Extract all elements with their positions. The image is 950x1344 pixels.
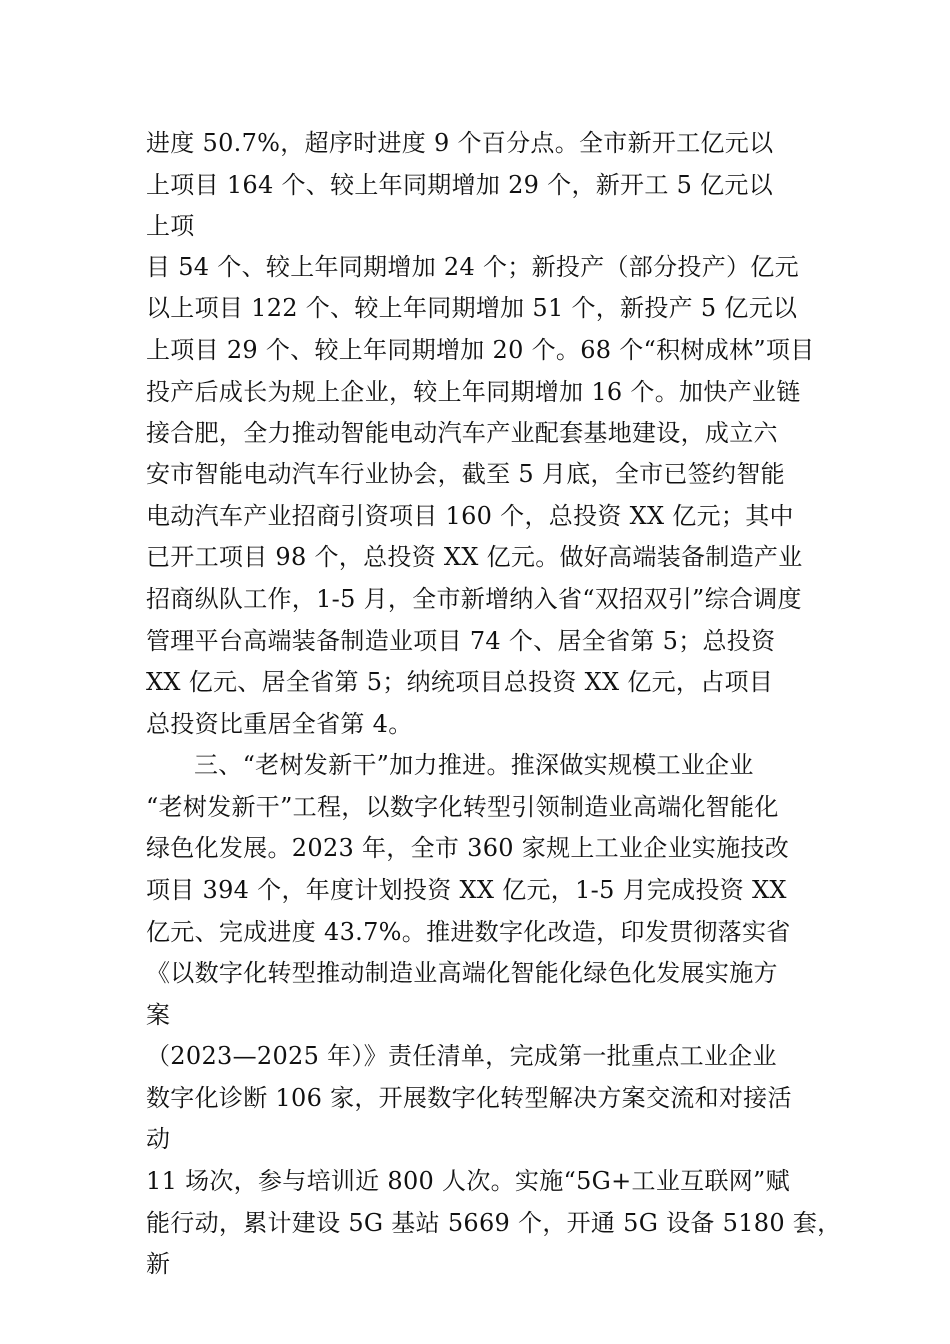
text-line-7: 投产后成长为规上企业，较上年同期增加 16 个。加快产业链 [146,378,801,406]
text-line-2: 上项目 164 个、较上年同期增加 29 个，新开工 5 亿元以 [146,171,773,199]
text-line-1: 进度 50.7%，超序时进度 9 个百分点。全市新开工亿元以 [146,129,774,157]
text-line-15: 总投资比重居全省第 4。 [146,710,413,738]
text-line-3: 上项 [146,212,195,240]
text-line-27: 能行动，累计建设 5G 基站 5669 个，开通 5G 设备 5180 套， [146,1209,842,1237]
text-line-17: “老树发新干”工程，以数字化转型引领制造业高端化智能化 [146,793,779,821]
text-line-26: 11 场次，参与培训近 800 人次。实施“5G+工业互联网”赋 [146,1167,790,1195]
text-line-25: 动 [146,1125,171,1153]
text-line-24: 数字化诊断 106 家，开展数字化转型解决方案交流和对接活 [146,1084,792,1112]
text-line-18: 绿色化发展。2023 年，全市 360 家规上工业企业实施技改 [146,834,790,862]
text-line-21: 《以数字化转型推动制造业高端化智能化绿色化发展实施方 [146,959,778,987]
text-line-20: 亿元、完成进度 43.7%。推进数字化改造，印发贯彻落实省 [146,918,791,946]
text-line-28: 新 [146,1250,171,1278]
text-line-11: 已开工项目 98 个，总投资 XX 亿元。做好高端装备制造产业 [146,543,803,571]
text-line-9: 安市智能电动汽车行业协会，截至 5 月底，全市已签约智能 [146,460,785,488]
section-heading-line: 三、“老树发新干”加力推进。推深做实规模工业企业 [194,751,754,779]
text-line-8: 接合肥，全力推动智能电动汽车产业配套基地建设，成立六 [146,419,778,447]
text-line-22: 案 [146,1001,171,1029]
text-line-23: （2023—2025 年）》责任清单，完成第一批重点工业企业 [146,1042,777,1070]
text-line-14: XX 亿元、居全省第 5；纳统项目总投资 XX 亿元，占项目 [146,668,774,696]
text-line-10: 电动汽车产业招商引资项目 160 个，总投资 XX 亿元；其中 [146,502,794,530]
text-line-5: 以上项目 122 个、较上年同期增加 51 个，新投产 5 亿元以 [146,294,798,322]
text-line-12: 招商纵队工作，1-5 月，全市新增纳入省“双招双引”综合调度 [146,585,802,613]
text-line-6: 上项目 29 个、较上年同期增加 20 个。68 个“积树成林”项目 [146,336,815,364]
text-line-19: 项目 394 个，年度计划投资 XX 亿元，1-5 月完成投资 XX [146,876,787,904]
text-line-13: 管理平台高端装备制造业项目 74 个、居全省第 5；总投资 [146,627,776,655]
text-line-4: 目 54 个、较上年同期增加 24 个；新投产（部分投产）亿元 [146,253,799,281]
